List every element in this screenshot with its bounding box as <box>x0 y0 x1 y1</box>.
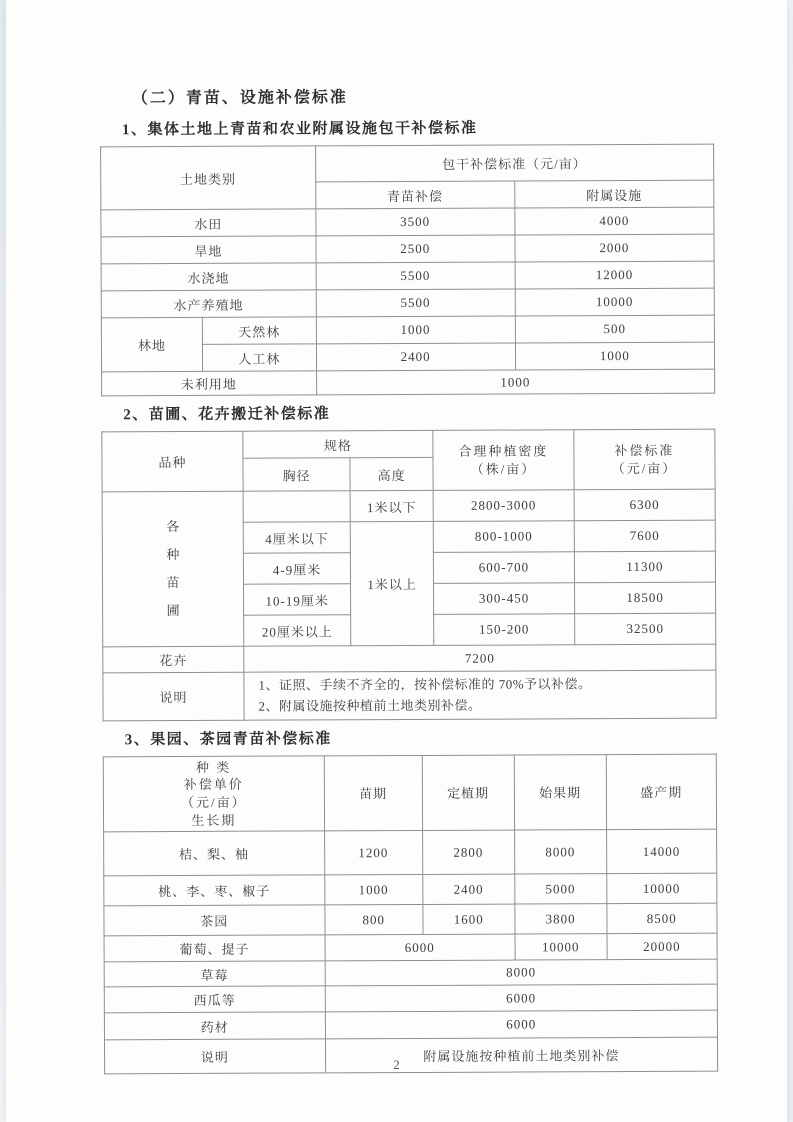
table-row <box>104 933 717 962</box>
crop-value: 1000 <box>316 316 515 344</box>
orchard-tea-table <box>103 754 718 1075</box>
header-height: 高度 <box>350 457 433 490</box>
section-heading: （二）青苗、设施补偿标准 <box>131 89 348 108</box>
standard-value: 7600 <box>574 520 715 552</box>
facility-value: 500 <box>515 315 714 343</box>
stage-value: 10000 <box>515 934 607 960</box>
dbh-value: 20厘米以上 <box>244 615 351 646</box>
density-value: 150-200 <box>434 614 575 646</box>
stage-value: 2400 <box>423 874 515 904</box>
stage-value: 5000 <box>514 874 606 904</box>
stage-value: 1600 <box>423 904 515 934</box>
height-merged-value: 1米以上 <box>350 521 433 645</box>
unused-land-label: 未利用地 <box>102 371 317 396</box>
density-value: 2800-3000 <box>433 490 574 522</box>
standard-value: 11300 <box>574 551 715 583</box>
table-row <box>103 670 716 721</box>
note-value: 附属设施按种植前土地类别补偿 <box>325 1037 717 1073</box>
corner-line-unit: （元/亩） <box>180 794 247 810</box>
full-row-value: 8000 <box>325 959 717 986</box>
table-row <box>104 873 717 906</box>
table-row <box>104 1010 717 1040</box>
header-first-fruit-stage: 始果期 <box>514 755 606 831</box>
nursery-label-text: 各种苗圃 <box>166 519 180 618</box>
page-number: 2 <box>393 1057 400 1072</box>
stage-merged-value: 6000 <box>325 934 515 961</box>
note-line2: 2、附属设施按种植前土地类别补偿。 <box>258 698 482 715</box>
land-label: 水浇地 <box>101 263 316 291</box>
table-row <box>104 959 717 987</box>
stage-value: 2800 <box>422 830 514 874</box>
stage-value: 10000 <box>606 873 716 903</box>
crop-value: 5500 <box>316 262 515 290</box>
table-row <box>103 644 716 673</box>
dbh-value: 4厘米以下 <box>243 522 350 553</box>
header-spec: 规格 <box>243 430 433 458</box>
corner-line-type: 种 类 <box>195 759 232 775</box>
stage-value: 8000 <box>514 830 606 874</box>
standard-value: 32500 <box>575 613 716 645</box>
header-facility: 附属设施 <box>515 180 714 208</box>
table1-title: 1、集体土地上青苗和农业附属设施包干补偿标准 <box>121 120 478 139</box>
table-row <box>102 429 715 459</box>
corner-line-period: 生长期 <box>191 812 237 828</box>
standard-value: 18500 <box>574 582 715 614</box>
standard-value: 6300 <box>574 489 715 521</box>
header-standard-line2: （元/亩） <box>611 460 678 476</box>
density-value: 300-450 <box>434 583 575 615</box>
facility-value: 10000 <box>515 288 714 316</box>
table-row <box>104 984 717 1013</box>
table-row <box>101 288 714 318</box>
header-crop-comp: 青苗补偿 <box>315 181 514 209</box>
table-row <box>101 144 714 183</box>
land-label: 旱地 <box>101 236 316 264</box>
header-group: 包干补偿标准（元/亩） <box>315 144 714 182</box>
note-line1: 1、证照、手续不齐全的，按补偿标准的 70%予以补偿。 <box>258 676 592 693</box>
density-value: 600-700 <box>433 552 574 584</box>
table2-title: 2、苗圃、花卉搬迁补偿标准 <box>123 406 331 424</box>
flower-value: 7200 <box>244 644 716 672</box>
crop-value: 5500 <box>316 289 515 317</box>
table-row <box>102 369 715 396</box>
fruit-label: 药材 <box>104 1012 325 1040</box>
header-corner <box>103 756 324 832</box>
note-label: 说明 <box>104 1039 325 1074</box>
header-density <box>433 430 574 491</box>
fruit-label: 桔、梨、柚 <box>104 831 325 876</box>
flower-label: 花卉 <box>103 646 244 673</box>
table-row <box>101 207 714 237</box>
full-row-value: 6000 <box>325 984 717 1012</box>
land-label: 水产养殖地 <box>101 290 316 318</box>
table-row <box>101 315 714 345</box>
fruit-label: 西瓜等 <box>104 986 325 1013</box>
crop-value: 2400 <box>316 343 515 371</box>
header-standard <box>574 429 715 490</box>
fruit-label: 桃、李、枣、椒子 <box>104 875 325 906</box>
dbh-value: 4-9厘米 <box>243 553 350 584</box>
height-value: 1米以下 <box>350 490 433 521</box>
header-variety: 品种 <box>102 431 243 492</box>
table-row <box>104 903 717 936</box>
dbh-value <box>243 491 350 522</box>
header-dbh: 胸径 <box>243 458 350 491</box>
table-row <box>102 489 715 523</box>
nursery-label <box>102 491 244 647</box>
facility-value: 4000 <box>515 207 714 235</box>
stage-value: 1200 <box>324 831 422 875</box>
note-label: 说明 <box>103 672 244 720</box>
fruit-label: 葡萄、提子 <box>104 935 325 962</box>
header-standard-line1: 补偿标准 <box>614 442 675 459</box>
header-seedling-stage: 苗期 <box>324 755 422 831</box>
dbh-value: 10-19厘米 <box>243 584 350 615</box>
crop-value: 2500 <box>316 235 515 263</box>
document-content <box>100 83 718 1082</box>
forest-sub-label: 天然林 <box>202 317 316 344</box>
density-value: 800-1000 <box>433 521 574 553</box>
table-row <box>101 234 714 264</box>
fruit-label: 茶园 <box>104 905 325 936</box>
note-content <box>244 670 716 720</box>
table3-title: 3、果园、茶园青苗补偿标准 <box>124 731 332 749</box>
unused-land-value: 1000 <box>316 369 715 395</box>
facility-value: 2000 <box>515 234 714 262</box>
table-row <box>104 829 717 876</box>
land-compensation-table <box>100 144 715 397</box>
crop-value: 3500 <box>315 208 514 236</box>
table-row <box>103 754 716 832</box>
facility-value: 12000 <box>515 261 714 289</box>
forest-label: 林地 <box>101 317 202 371</box>
stage-value: 800 <box>325 905 423 935</box>
header-density-line2: （株/亩） <box>470 460 537 477</box>
header-peak-stage: 盛产期 <box>606 754 717 830</box>
table-row <box>101 261 714 291</box>
stage-value: 20000 <box>607 933 717 959</box>
stage-value: 3800 <box>515 904 607 934</box>
forest-sub-label: 人工林 <box>203 344 317 371</box>
corner-line-price: 补偿单价 <box>183 777 244 793</box>
stage-value: 14000 <box>606 829 717 873</box>
nursery-flower-table <box>101 429 716 722</box>
header-land-type: 土地类别 <box>101 146 316 210</box>
stage-value: 8500 <box>607 903 717 933</box>
fruit-label: 草莓 <box>104 961 325 987</box>
stage-value: 1000 <box>324 875 422 905</box>
full-row-value: 6000 <box>325 1010 717 1039</box>
header-density-line1: 合理种植密度 <box>458 443 549 459</box>
scanned-document-page <box>6 0 787 1122</box>
header-planting-stage: 定植期 <box>422 755 514 831</box>
facility-value: 1000 <box>515 342 714 370</box>
land-label: 水田 <box>101 209 316 237</box>
